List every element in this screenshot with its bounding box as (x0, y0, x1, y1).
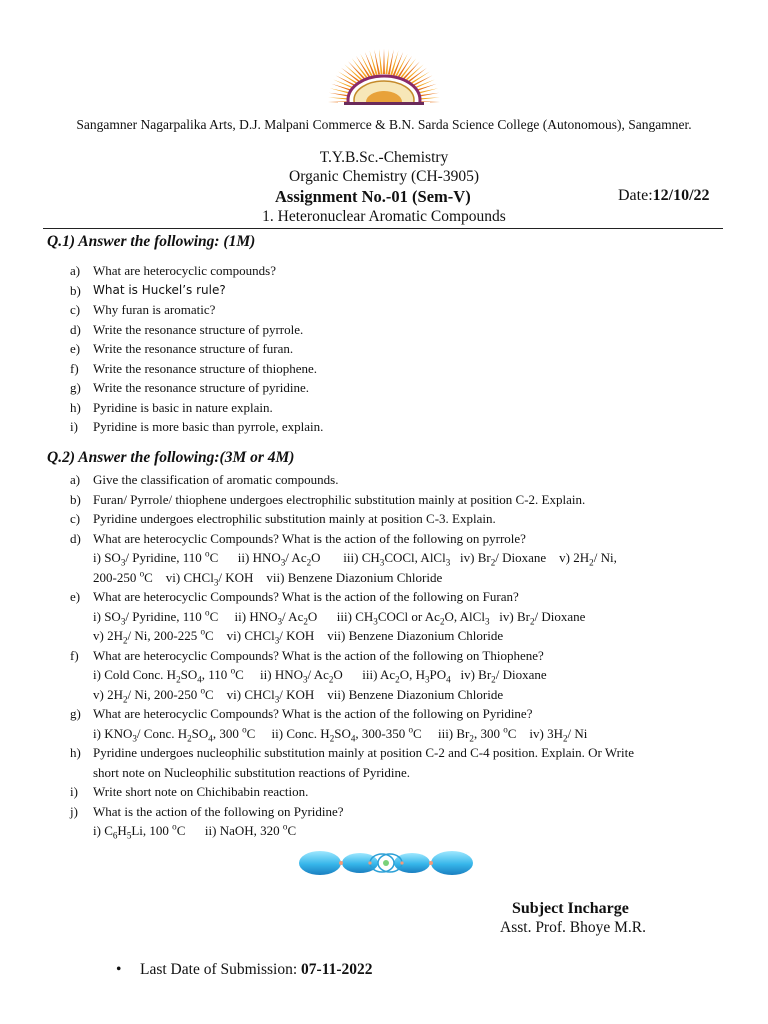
topic-title: 1. Heteronuclear Aromatic Compounds (262, 208, 506, 225)
list-item: b) What is Huckel’s rule? (70, 282, 226, 298)
subject-incharge-name: Asst. Prof. Bhoye M.R. (500, 919, 646, 936)
list-item: a) Give the classification of aromatic compounds. (70, 472, 339, 487)
list-item: h) Pyridine is basic in nature explain. (70, 399, 273, 415)
list-item: j) What is the action of the following on Pyridine? (70, 803, 344, 819)
list-item: h) Pyridine undergoes nucleophilic substitution mainly at position C-2 and C-4 position. Explain. Or Write (70, 745, 634, 760)
header-divider (43, 228, 723, 229)
subject-title: Organic Chemistry (CH-3905) (289, 168, 479, 185)
college-name: Sangamner Nagarpalika Arts, D.J. Malpani Commerce & B.N. Sarda Science College (Autonomous), Sangamner. (76, 117, 692, 132)
college-logo-icon (318, 42, 450, 114)
list-item: f) Write the resonance structure of thiophene. (70, 360, 317, 376)
q2-heading: Q.2) Answer the following:(3M or 4M) (47, 449, 295, 466)
list-item: g) What are heterocyclic Compounds? What is the action of the following on Pyridine? (70, 706, 533, 721)
decorative-divider-icon (298, 848, 474, 878)
assignment-title: Assignment No.-01 (Sem-V) (275, 187, 471, 206)
nucleophilic-continuation: short note on Nucleophilic substitution reactions of Pyridine. (93, 764, 411, 780)
subject-incharge-title: Subject Incharge (512, 900, 629, 917)
list-item: d) Write the resonance structure of pyrrole. (70, 321, 304, 337)
pyridine-reagents-line-1: i) $KNO_3/$ Conc. $H_2SO_4$, 300 $^o$C ii) Conc. $H_2SO_4$, 300-350 $^o$C iii) $Br_2$, 300 $^o$C iv) $3H_2/$ Ni (93, 724, 588, 744)
list-item: f) What are heterocyclic Compounds? What is the action of the following on Thiophene? (70, 647, 544, 663)
bullet-icon: • (116, 961, 122, 978)
list-item: i) Write short note on Chichibabin reaction. (70, 784, 309, 799)
course-title: T.Y.B.Sc.-Chemistry (319, 149, 449, 166)
list-item: c) Pyridine undergoes electrophilic substitution mainly at position C-3. Explain. (70, 511, 496, 526)
list-item: g) Write the resonance structure of pyridine. (70, 380, 310, 395)
date-value: 12/10/22 (652, 187, 710, 204)
assignment-date (618, 187, 710, 205)
q1-heading: Q.1) Answer the following: (1M) (47, 233, 256, 250)
list-item: a) What are heterocyclic compounds? (70, 263, 276, 278)
list-item: e) Write the resonance structure of furan. (70, 341, 294, 356)
pyridine-action-reagents: i) $C_6H_5Li$, 100 $^o$C ii) NaOH, 320 $^o$C (93, 821, 297, 841)
pyrrole-reagents-line-1: i) $SO_3/$ Pyridine, 110 $^o$C ii) $HNO_3/$ $Ac_2O$ iii) $CH_3COCl$, AlCl$_3$ iv) $Br_2/$ Dioxane v) $2H_2/$ Ni, (93, 548, 617, 568)
list-item: c) Why furan is aromatic? (70, 302, 216, 317)
list-item: e) What are heterocyclic Compounds? What is the action of the following on Furan? (70, 589, 519, 604)
list-item: b) Furan/ Pyrrole/ thiophene undergoes electrophilic substitution mainly at position C-2. Explain. (70, 491, 586, 507)
pyrrole-reagents-line-2: 200-250 $^o$C vi) CHCl$_3$/ KOH vii) Benzene Diazonium Chloride (93, 568, 443, 588)
furan-reagents-line-1: i) $SO_3/$ Pyridine, 110 $^o$C ii) $HNO_3/$ $Ac_2O$ iii) $CH_3COCl$ or $Ac_2O$, AlCl$_3$ iv) $Br_2/$ Dioxane (93, 607, 586, 627)
submission-date: 07-11-2022 (301, 961, 373, 978)
thiophene-reagents-line-2: v) $2H_2/$ Ni, 200-250 $^o$C vi) CHCl$_3$/ KOH vii) Benzene Diazonium Chloride (93, 685, 504, 705)
submission-label: Last Date of Submission: (140, 961, 298, 978)
date-label: Date: (618, 187, 653, 204)
list-item: d) What are heterocyclic Compounds? What is the action of the following on pyrrole? (70, 530, 526, 546)
thiophene-reagents-line-1: i) Cold Conc. $H_2SO_4$, 110 $^o$C ii) $HNO_3/$ $Ac_2O$ iii) $Ac_2O$, $H_3PO_4$ iv) $Br_2/$ Dioxane (93, 665, 547, 685)
list-item: i) Pyridine is more basic than pyrrole, explain. (70, 419, 324, 434)
furan-reagents-line-2: v) $2H_2/$ Ni, 200-225 $^o$C vi) CHCl$_3$/ KOH vii) Benzene Diazonium Chloride (93, 626, 504, 646)
